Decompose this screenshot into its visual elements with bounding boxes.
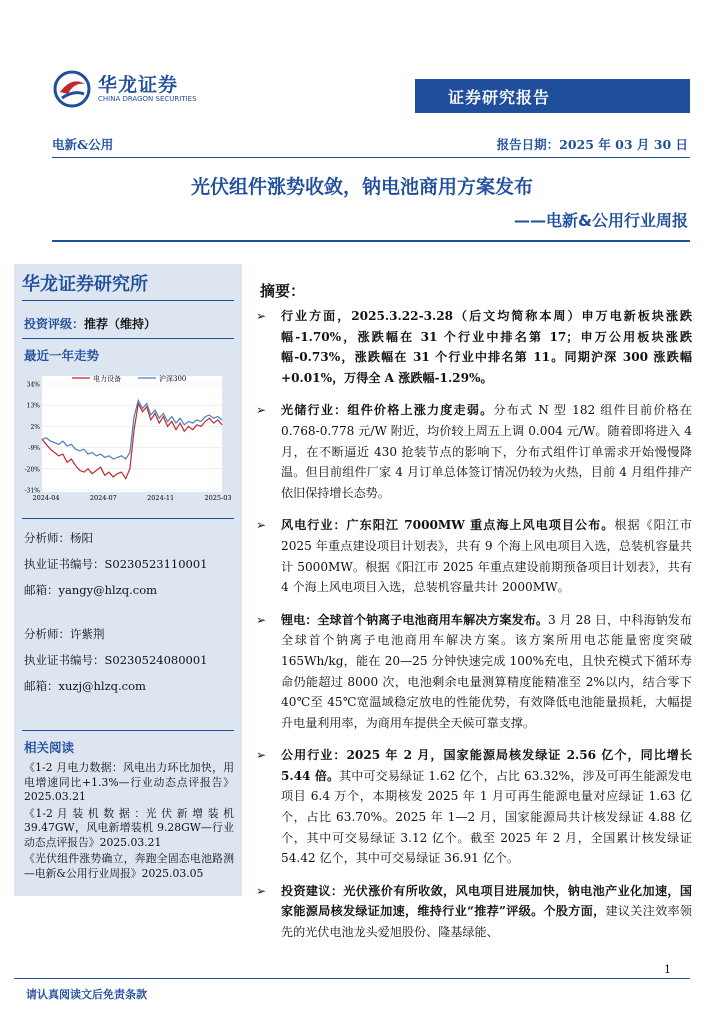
bullet-body: 建议关注效率领先的光伏电池龙头爱旭股份、隆基绿能、 — [281, 904, 692, 940]
bullet-lead: 光储行业：组件价格上涨力度走弱。 — [281, 403, 494, 418]
sidebar-divider — [22, 338, 234, 339]
header-divider — [52, 157, 690, 158]
abstract-bullets — [256, 306, 692, 955]
bullet-arrow-icon: ➢ — [256, 748, 267, 763]
abstract-bullet — [256, 881, 692, 943]
y-tick-label: 13% — [26, 402, 40, 410]
bullet-arrow-icon: ➢ — [256, 883, 267, 898]
abstract-bullet — [256, 400, 692, 503]
investment-rating — [24, 315, 156, 332]
legend-label-2: 沪深300 — [159, 375, 187, 383]
y-tick-label: -9% — [28, 445, 40, 453]
company-logo — [52, 68, 212, 110]
sector-label: 电新&公用 — [52, 137, 114, 152]
x-tick-label: 2025-03 — [204, 494, 232, 502]
page-title: 光伏组件涨势收敛，钠电池商用方案发布 — [190, 176, 533, 198]
related-reading-title: 相关阅读 — [24, 740, 75, 755]
institute-name: 华龙证券研究所 — [22, 274, 148, 295]
analyst-cert: 执业证书编号：S0230523110001 — [24, 557, 208, 571]
bullet-lead: 行业方面，2025.3.22-3.28（后文均简称本周）申万电新板块涨跌幅-1.70%，涨跌幅在 31 个行业中排名第 17；申万公用板块涨跌幅-0.73%，涨跌幅在 31 个行业中排名第 11。同期沪深 300 涨跌幅+0.01%，万得全 A 涨跌幅-1.29%。 — [281, 309, 692, 385]
sidebar-divider — [22, 730, 234, 731]
rating-value: 推荐（维持） — [84, 317, 157, 331]
bullet-body: 根据《阳江市 2025 年重点建设项目计划表》，共有 9 个海上风电项目入选，总装机容量共计 5000MW。根据《阳江市 2025 年重点建设前期预备项目计划表》，共有 4 个海上风电项目入选，总装机容量共计 2000MW。 — [281, 518, 692, 595]
bullet-arrow-icon: ➢ — [256, 518, 267, 533]
bullet-lead: 投资建议：光伏涨价有所收敛，风电项目进展加快，钠电池产业化加速，国家能源局核发绿证加速，维持行业“推荐”评级。个股方面， — [281, 883, 692, 919]
x-tick-label: 2024-07 — [89, 494, 117, 502]
rating-label: 投资评级： — [24, 317, 85, 331]
bullet-body: 分布式 N 型 182 组件目前价格在 0.768-0.778 元/W 附近，均价较上周五上调 0.004 元/W。随着即将进入 4 月，在不断逼近 430 抢装节点的影响下，分布式组件订单需求开始慢慢降温。但目前组件厂家 4 月订单总体签订情况仍较为火热，目前 4 月组件排产依旧保持增长态势。 — [281, 403, 692, 500]
abstract-title: 摘要： — [260, 282, 306, 300]
related-item[interactable]: 《光伏组件涨势确立，奔跑全固态电池路测—电新&公用行业周报》2025.03.05 — [24, 852, 234, 880]
title-divider — [52, 240, 690, 242]
related-item[interactable]: 《1-2 月电力数据：风电出力环比加快，用电增速同比+1.3%—行业动态点评报告》2025.03.21 — [24, 761, 234, 803]
bullet-lead: 公用行业：2025 年 2 月，国家能源局核发绿证 2.56 亿个，同比增长 5.44 倍。 — [281, 748, 692, 783]
related-reading-list — [24, 761, 234, 883]
x-tick-label: 2024-11 — [147, 494, 175, 502]
abstract-bullet — [256, 306, 692, 388]
bullet-body: 3 月 28 日，中科海钠发布全球首个钠离子电池商用车解决方案。该方案所用电芯能量密度突破 165Wh/kg，能在 20—25 分钟快速完成 100%充电，且快充模式下循环寿命仍能超过 8000 次，电池剩余电量测算精度能精准至 2%以内，结合零下 40℃至 45℃宽温域稳定放电的性能优势，有效降低电池能量损耗，大幅提升电量利用率，为商用车提供全天候可靠支撑。 — [281, 612, 692, 730]
y-tick-label: 34% — [26, 381, 40, 389]
bullet-body: 其中可交易绿证 1.62 亿个，占比 63.32%，涉及可再生能源发电项目 6.4 万个，本期核发 2025 年 1 月可再生能源电量对应绿证 1.63 亿个，占比 63.70%。2025 年 1—2 月，国家能源局共计核发绿证 4.88 亿个，其中可交易绿证 3.12 亿个。截至 2025 年 2 月，全国累计核发绿证 54.42 亿个，其中可交易绿证 36.91 亿个。 — [281, 768, 692, 866]
bullet-arrow-icon: ➢ — [256, 403, 267, 418]
bullet-lead: 锂电：全球首个钠离子电池商用车解决方案发布。 — [281, 612, 549, 627]
legend-label-1: 电力设备 — [93, 375, 121, 383]
analyst-email: 邮箱：xuzj@hlzq.com — [24, 679, 146, 693]
analyst-name: 分析师：杨阳 — [24, 531, 93, 545]
y-tick-label: 2% — [30, 423, 40, 431]
y-tick-label: -20% — [24, 466, 40, 474]
abstract-bullet — [256, 515, 692, 597]
report-date: 报告日期：2025 年 03 月 30 日 — [496, 137, 688, 152]
report-type-band — [415, 79, 690, 113]
analyst-email: 邮箱：yangy@hlzq.com — [24, 583, 158, 597]
sidebar-divider — [22, 518, 234, 519]
y-tick-label: -31% — [24, 487, 40, 495]
trend-chart — [20, 370, 234, 510]
page-number: 1 — [664, 963, 671, 976]
abstract-bullet — [256, 745, 692, 869]
logo-text-cn: 华龙证券 — [98, 74, 179, 96]
bullet-arrow-icon: ➢ — [256, 612, 267, 627]
bullet-lead: 风电行业：广东阳江 7000MW 重点海上风电项目公布。 — [281, 518, 615, 533]
logo-text-en: CHINA DRAGON SECURITIES — [98, 95, 197, 103]
trend-title: 最近一年走势 — [24, 348, 100, 363]
analyst-name: 分析师：许紫荆 — [24, 627, 105, 641]
dragon-logo-icon — [52, 70, 92, 108]
bullet-arrow-icon: ➢ — [256, 309, 267, 323]
disclaimer-note: 请认真阅读文后免责条款 — [26, 988, 147, 1001]
sidebar-divider — [22, 300, 234, 301]
abstract-bullet — [256, 610, 692, 734]
analyst-cert: 执业证书编号：S0230524080001 — [24, 653, 208, 667]
footer-divider — [14, 978, 690, 979]
x-tick-label: 2024-04 — [32, 494, 60, 502]
report-type: 证券研究报告 — [447, 88, 550, 107]
page-subtitle: ——电新&公用行业周报 — [514, 211, 688, 230]
related-item[interactable]: 《1-2 月 装 机 数 据 ：光 伏 新 增 装 机 39.47GW，风电新增装机 9.28GW—行业动态点评报告》2025.03.21 — [24, 806, 234, 849]
